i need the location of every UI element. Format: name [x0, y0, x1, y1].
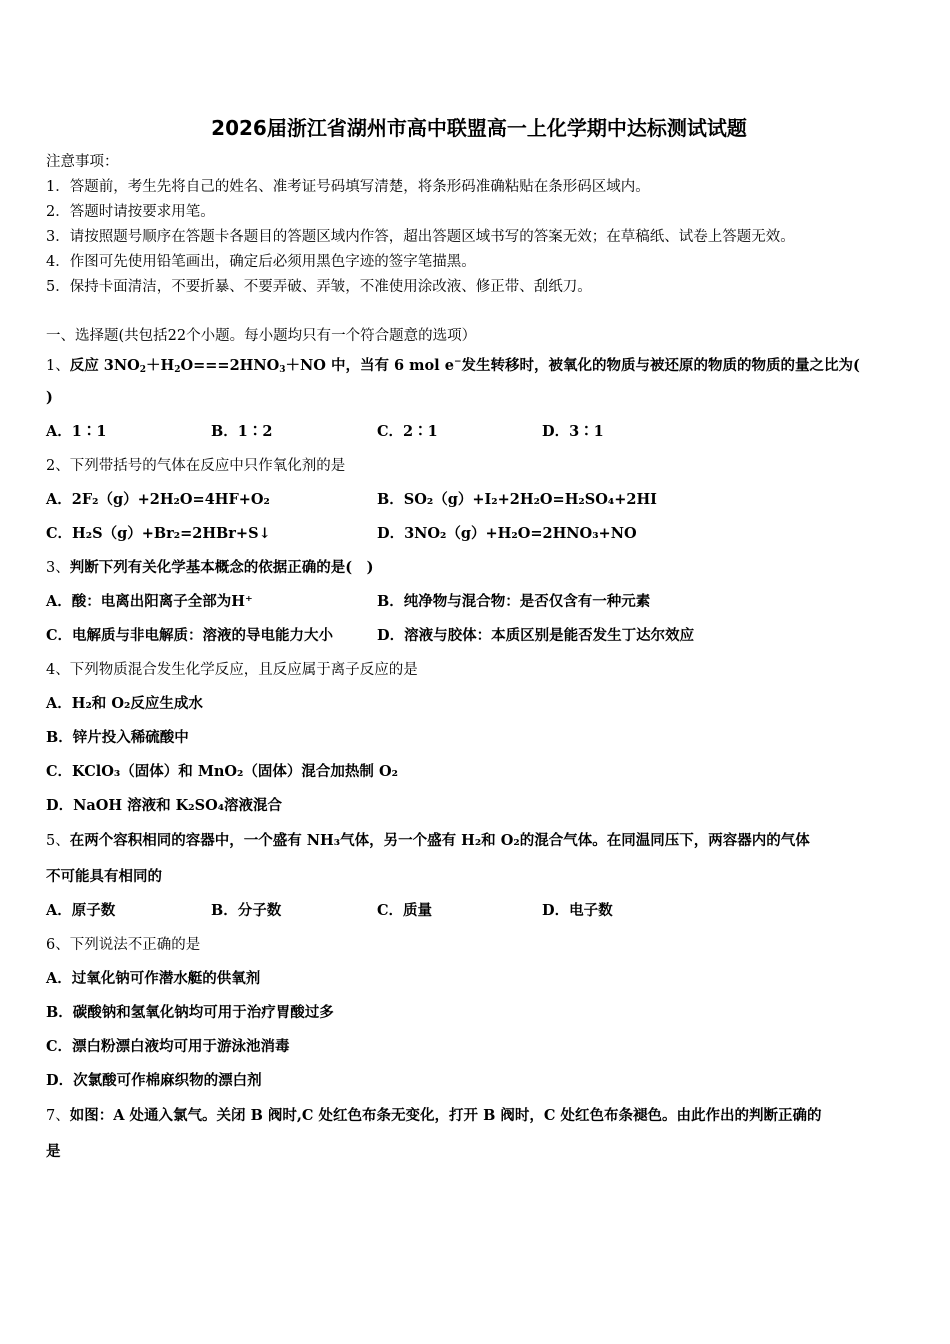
q4-option-d[interactable]: D．NaOH 溶液和 K₂SO₄溶液混合 [46, 797, 283, 814]
page-title: 2026届浙江省湖州市高中联盟高一上化学期中达标测试试题 [211, 116, 747, 140]
q5-option-b[interactable]: B．分子数 [211, 902, 282, 919]
question-3: 3、判断下列有关化学基本概念的依据正确的是( ) [46, 559, 374, 576]
q1-option-c[interactable]: C．2∶1 [377, 423, 438, 440]
question-1: 1、反应 $3NO_2+H_2O===2HNO_3+NO$ 中，当有 6 mol e−发生转移时，被氧化的物质与被还原的物质的物质的量之比为( [46, 357, 860, 375]
section-heading: 一、选择题(共包括22个小题。每小题均只有一个符合题意的选项） [46, 328, 477, 344]
q5-option-c[interactable]: C．质量 [377, 902, 433, 919]
q1-option-b[interactable]: B．1∶2 [211, 423, 273, 440]
q5-option-d[interactable]: D．电子数 [542, 902, 613, 919]
notice-item-1: 1．答题前，考生先将自己的姓名、准考证号码填写清楚，将条形码准确粘贴在条形码区域内。 [46, 179, 650, 195]
q6-option-c[interactable]: C．漂白粉漂白液均可用于游泳池消毒 [46, 1038, 290, 1055]
q6-option-d[interactable]: D．次氯酸可作棉麻织物的漂白剂 [46, 1072, 262, 1089]
q3-option-b[interactable]: B．纯净物与混合物：是否仅含有一种元素 [377, 593, 651, 610]
q1-option-a[interactable]: A．1∶1 [46, 423, 107, 440]
q6-option-b[interactable]: B．碳酸钠和氢氧化钠均可用于治疗胃酸过多 [46, 1004, 334, 1021]
q3-option-d[interactable]: D．溶液与胶体：本质区别是能否发生丁达尔效应 [377, 627, 695, 644]
question-5: 5、在两个容积相同的容器中，一个盛有 NH₃气体，另一个盛有 H₂和 O₂的混合气体。在同温同压下，两容器内的气体 [46, 832, 810, 849]
q2-option-c[interactable]: C．H₂S（g）+Br₂=2HBr+S↓ [46, 525, 271, 542]
notice-item-3: 3．请按照题号顺序在答题卡各题目的答题区域内作答，超出答题区域书写的答案无效；在草稿纸、试卷上答题无效。 [46, 229, 795, 245]
question-7-cont: 是 [46, 1143, 61, 1160]
q1-option-d[interactable]: D．3∶1 [542, 423, 604, 440]
q5-option-a[interactable]: A．原子数 [46, 902, 116, 919]
question-7: 7、如图：A 处通入氯气。关闭 B 阀时,C 处红色布条无变化，打开 B 阀时，C 处红色布条褪色。由此作出的判断正确的 [46, 1107, 822, 1124]
question-2: 2、下列带括号的气体在反应中只作氧化剂的是 [46, 458, 346, 474]
notice-item-4: 4．作图可先使用铅笔画出，确定后必须用黑色字迹的签字笔描黑。 [46, 254, 476, 270]
q4-option-b[interactable]: B．锌片投入稀硫酸中 [46, 729, 189, 746]
q6-option-a[interactable]: A．过氧化钠可作潜水艇的供氧剂 [46, 970, 261, 987]
notice-heading: 注意事项： [46, 154, 119, 170]
q2-option-b[interactable]: B．SO₂（g）+I₂+2H₂O=H₂SO₄+2HI [377, 491, 657, 508]
question-6: 6、下列说法不正确的是 [46, 937, 201, 953]
q3-option-a[interactable]: A．酸：电离出阳离子全部为H⁺ [46, 593, 253, 610]
q3-option-c[interactable]: C．电解质与非电解质：溶液的导电能力大小 [46, 627, 334, 644]
question-number: 1、 [46, 358, 70, 374]
question-5-cont: 不可能具有相同的 [46, 868, 162, 885]
q4-option-c[interactable]: C．KClO₃（固体）和 MnO₂（固体）混合加热制 O₂ [46, 763, 398, 780]
q2-option-d[interactable]: D．3NO₂（g）+H₂O=2HNO₃+NO [377, 525, 637, 542]
q4-option-a[interactable]: A．H₂和 O₂反应生成水 [46, 695, 203, 712]
question-1-cont: ) [46, 389, 53, 406]
notice-item-2: 2．答题时请按要求用笔。 [46, 204, 215, 220]
q2-option-a[interactable]: A．2F₂（g）+2H₂O=4HF+O₂ [46, 491, 270, 508]
notice-item-5: 5．保持卡面清洁，不要折暴、不要弄破、弄皱，不准使用涂改液、修正带、刮纸刀。 [46, 279, 592, 295]
question-4: 4、下列物质混合发生化学反应，且反应属于离子反应的是 [46, 662, 418, 678]
